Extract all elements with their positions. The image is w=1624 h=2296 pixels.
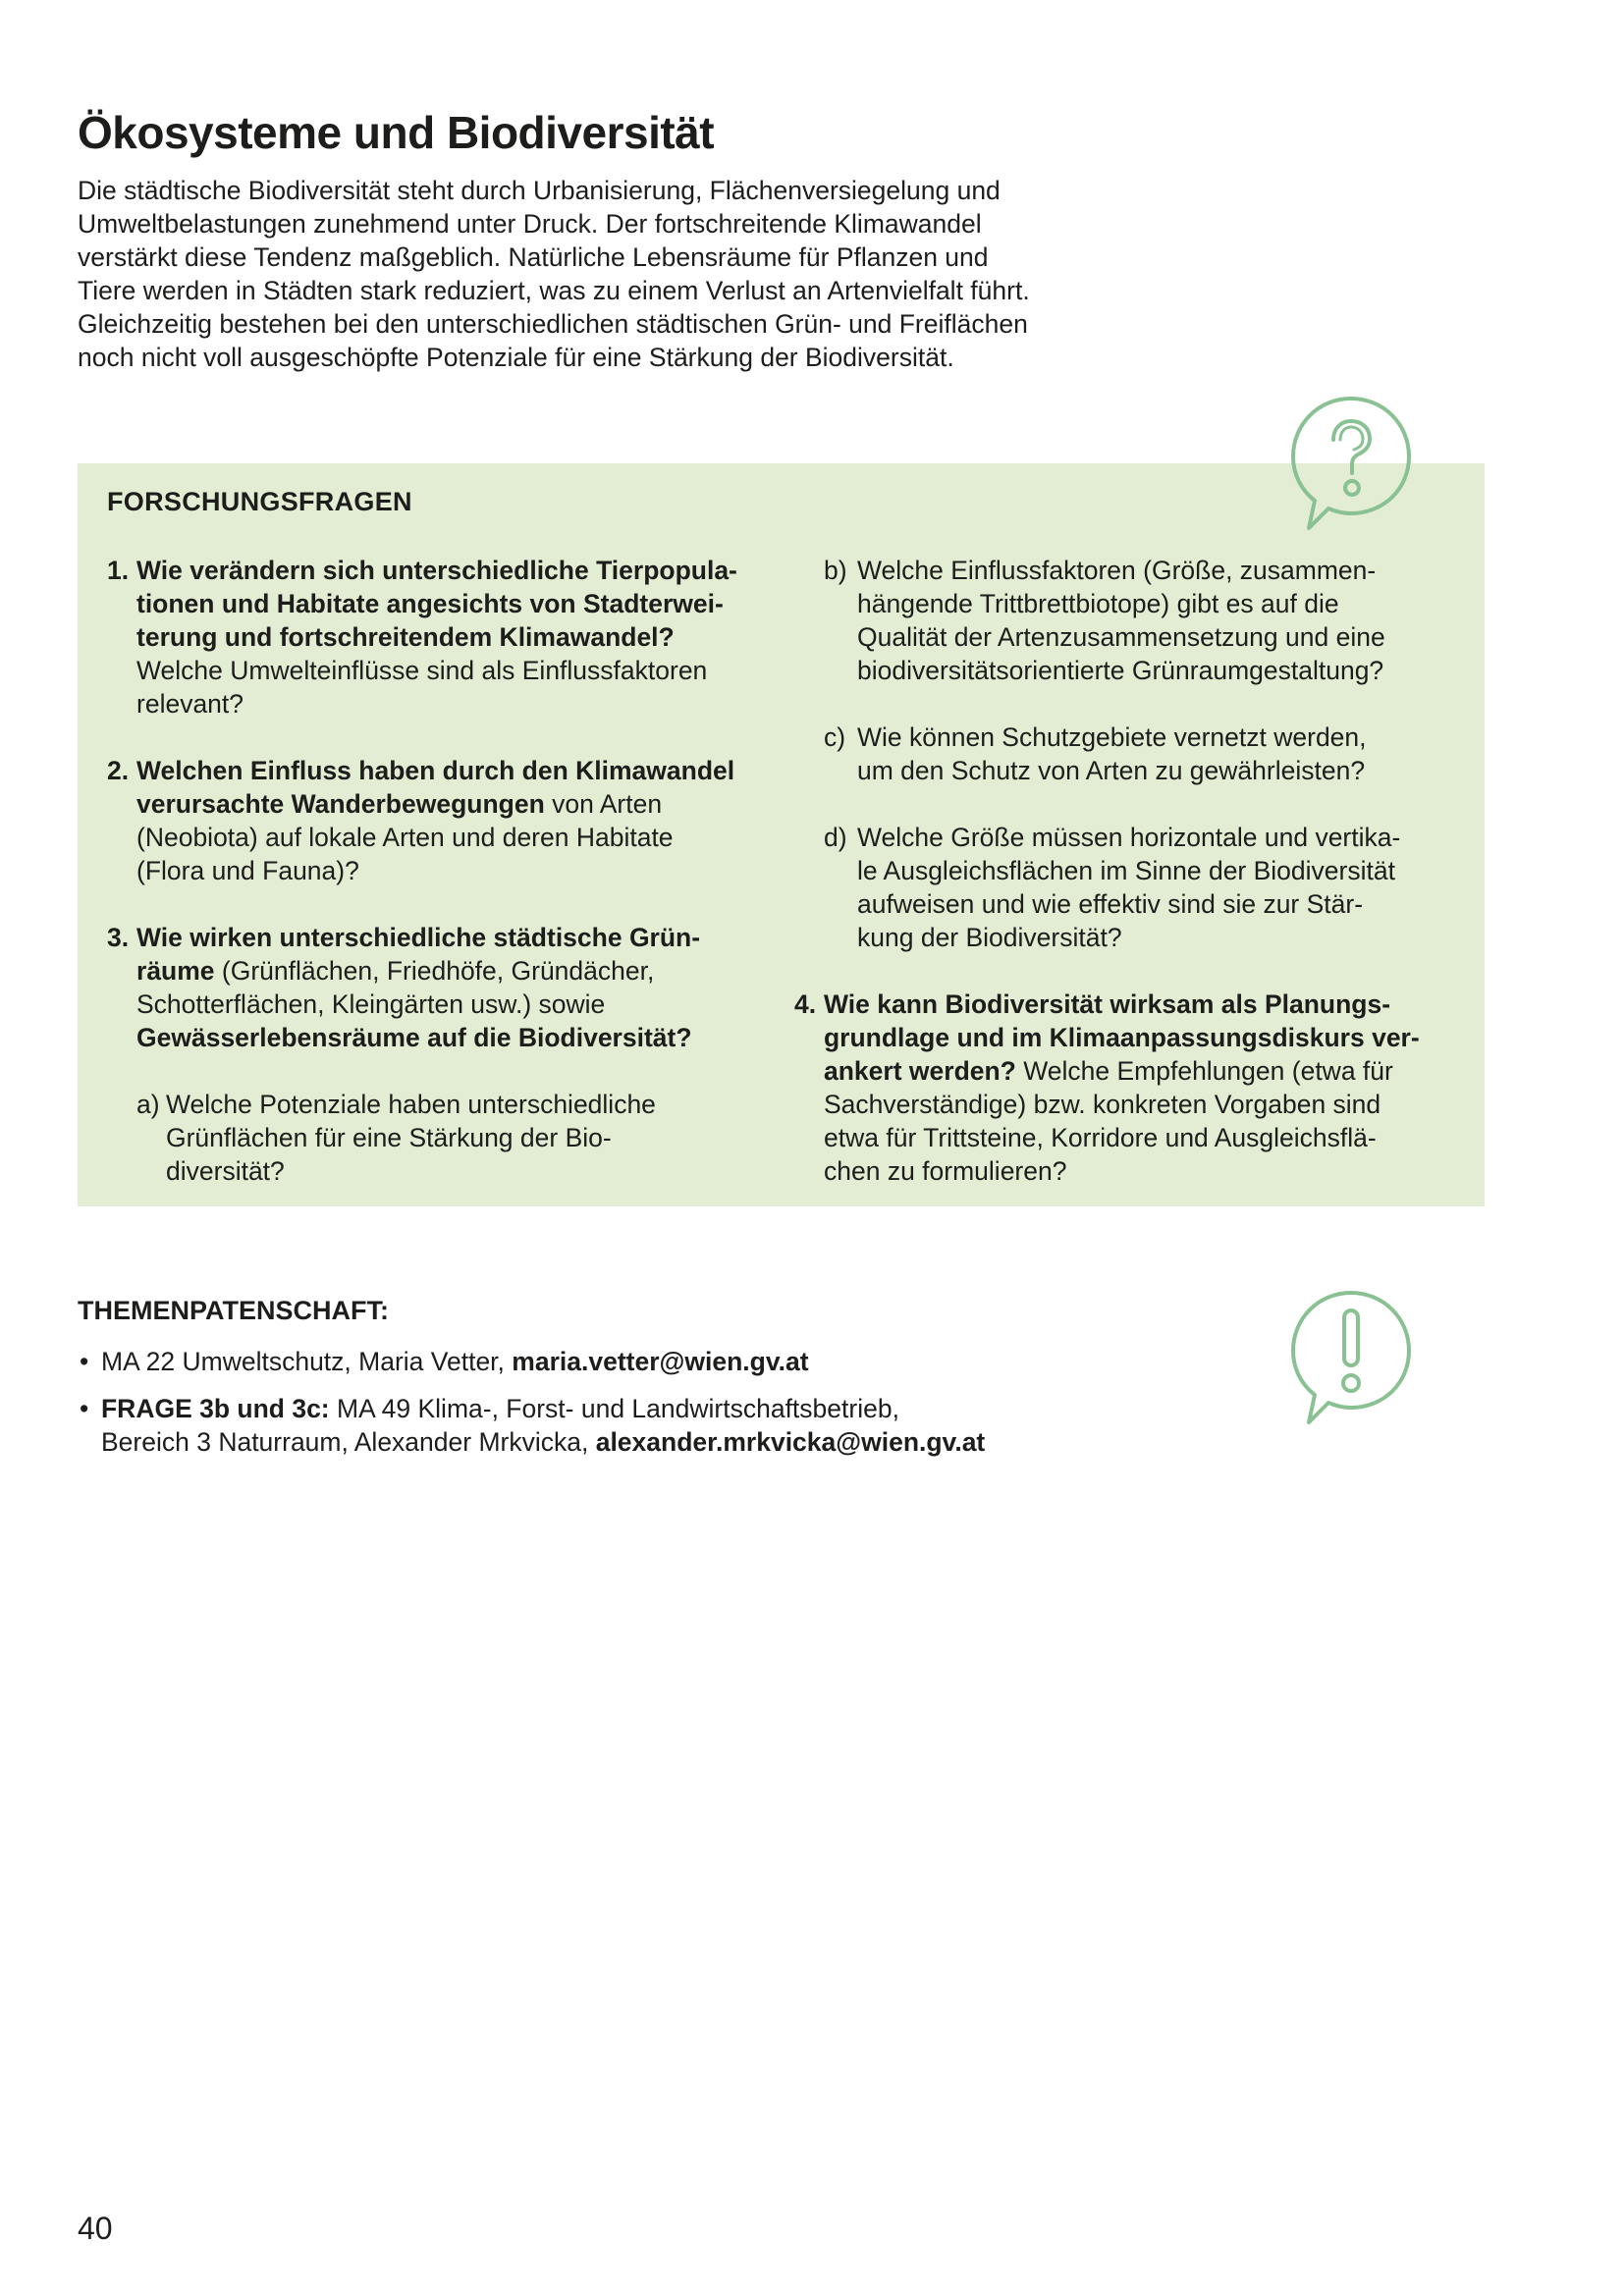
question-text-bold: tionen und Habitate angesichts von Stadterwei-	[136, 589, 724, 618]
sponsorship-line	[101, 1425, 1256, 1459]
question-1	[107, 554, 814, 721]
question-text-bold: ankert werden?	[824, 1056, 1016, 1086]
intro-line: Umweltbelastungen zunehmend unter Druck. Der fortschreitende Klimawandel	[78, 209, 982, 239]
question-text: Welche Empfehlungen (etwa für	[1015, 1056, 1393, 1086]
subquestion-text: um den Schutz von Arten zu gewährleisten?	[857, 756, 1366, 785]
research-questions-box	[78, 463, 1485, 1206]
question-text-bold: Wie verändern sich unterschiedliche Tierpopula-	[136, 556, 737, 585]
sponsorship-label: FRAGE 3b und 3c:	[101, 1394, 330, 1423]
exclamation-bubble-icon	[1289, 1289, 1413, 1426]
subquestion-letter: d)	[824, 823, 847, 852]
sponsorship-text: MA 49 Klima-, Forst- und Landwirtschaftsbetrieb,	[329, 1394, 899, 1423]
subquestion-text: Welche Einflussfaktoren (Größe, zusammen-	[857, 556, 1377, 585]
question-3c	[824, 721, 1472, 787]
question-text-bold: räume	[136, 956, 215, 986]
question-text: chen zu formulieren?	[824, 1156, 1067, 1186]
question-line	[136, 787, 814, 821]
email-link[interactable]: alexander.mrkvicka@wien.gv.at	[595, 1427, 986, 1457]
question-number: 3.	[107, 923, 130, 952]
subquestion-text: Welche Größe müssen horizontale und vertika-	[857, 823, 1401, 852]
question-text-bold: verursachte Wanderbewegungen	[136, 789, 545, 819]
sponsorship-item	[78, 1345, 1256, 1378]
subquestion-text: le Ausgleichsflächen im Sinne der Biodiversität	[857, 856, 1395, 885]
question-text-bold: Welchen Einfluss haben durch den Klimawandel	[136, 756, 735, 785]
bullet: •	[80, 1347, 89, 1376]
page-number: 40	[78, 2211, 113, 2246]
question-text: relevant?	[136, 689, 244, 719]
bullet: •	[80, 1394, 89, 1423]
subquestion-text: hängende Trittbrettbiotope) gibt es auf die	[857, 589, 1339, 618]
subquestion-text: biodiversitätsorientierte Grünraumgestaltung?	[857, 656, 1384, 685]
question-text: Welche Umwelteinflüsse sind als Einflussfaktoren	[136, 656, 708, 685]
subquestion-text: aufweisen und wie effektiv sind sie zur Stär-	[857, 889, 1364, 919]
research-column-left	[107, 554, 817, 1221]
intro-line: Tiere werden in Städten stark reduziert, was zu einem Verlust an Artenvielfalt führt.	[78, 276, 1030, 305]
sponsorship-item	[78, 1392, 1256, 1459]
subquestion-text: kung der Biodiversität?	[857, 923, 1122, 952]
research-heading: FORSCHUNGSFRAGEN	[107, 487, 412, 516]
question-text: (Grünflächen, Friedhöfe, Gründächer,	[214, 956, 655, 986]
subquestion-text: diversität?	[166, 1156, 285, 1186]
question-text: (Flora und Fauna)?	[136, 856, 359, 885]
question-text: von Arten	[544, 789, 663, 819]
question-text: Schotterflächen, Kleingärten usw.) sowie	[136, 989, 606, 1019]
intro-line: Die städtische Biodiversität steht durch Urbanisierung, Flächenversiegelung und	[78, 176, 1001, 205]
subquestion-text: Grünflächen für eine Stärkung der Bio-	[166, 1123, 612, 1152]
question-text-bold: Wie kann Biodiversität wirksam als Planungs-	[824, 989, 1391, 1019]
question-text-bold: terung und fortschreitendem Klimawandel?	[136, 622, 675, 652]
subquestion-letter: a)	[136, 1090, 160, 1119]
question-3	[107, 921, 817, 1054]
sponsorship-line	[101, 1392, 1256, 1425]
research-column-right	[794, 554, 1472, 1188]
subquestion-text: Qualität der Artenzusammensetzung und eine	[857, 622, 1385, 652]
question-line	[824, 1054, 1472, 1088]
question-number: 1.	[107, 556, 130, 585]
subquestion-text: Wie können Schutzgebiete vernetzt werden,	[857, 722, 1367, 752]
question-line	[136, 954, 814, 988]
intro-line: Gleichzeitig bestehen bei den unterschiedlichen städtischen Grün- und Freiflächen	[78, 309, 1028, 339]
question-number: 4.	[794, 989, 817, 1019]
intro-paragraph	[78, 174, 1138, 374]
subquestion-letter: b)	[824, 556, 847, 585]
question-text: etwa für Trittsteine, Korridore und Ausgleichsflä-	[824, 1123, 1377, 1152]
question-number: 2.	[107, 756, 130, 785]
subquestion-letter: c)	[824, 722, 846, 752]
question-3a	[107, 1088, 814, 1188]
page-title: Ökosysteme und Biodiversität	[78, 107, 715, 158]
question-3d	[824, 821, 1472, 954]
question-4	[794, 988, 1472, 1188]
intro-line: verstärkt diese Tendenz maßgeblich. Natürliche Lebensräume für Pflanzen und	[78, 242, 989, 272]
question-2	[107, 754, 814, 887]
sponsorship-list	[78, 1345, 1256, 1472]
subquestion-text: Welche Potenziale haben unterschiedliche	[166, 1090, 656, 1119]
question-text: Sachverständige) bzw. konkreten Vorgaben sind	[824, 1090, 1381, 1119]
email-link[interactable]: maria.vetter@wien.gv.at	[512, 1347, 809, 1376]
sponsorship-text: Bereich 3 Naturraum, Alexander Mrkvicka,	[101, 1427, 596, 1457]
intro-line: noch nicht voll ausgeschöpfte Potenziale für eine Stärkung der Biodiversität.	[78, 343, 954, 372]
question-bubble-icon	[1289, 395, 1413, 532]
sponsorship-heading: THEMENPATENSCHAFT:	[78, 1296, 389, 1325]
question-3b	[824, 554, 1472, 687]
question-text-bold: Gewässerlebensräume auf die Biodiversität?	[136, 1023, 692, 1052]
question-text-bold: grundlage und im Klimaanpassungsdiskurs ver-	[824, 1023, 1420, 1052]
question-text: (Neobiota) auf lokale Arten und deren Habitate	[136, 823, 674, 852]
sponsorship-line	[101, 1345, 1256, 1378]
question-text-bold: Wie wirken unterschiedliche städtische Grün-	[136, 923, 701, 952]
sponsorship-text: MA 22 Umweltschutz, Maria Vetter,	[101, 1347, 513, 1376]
